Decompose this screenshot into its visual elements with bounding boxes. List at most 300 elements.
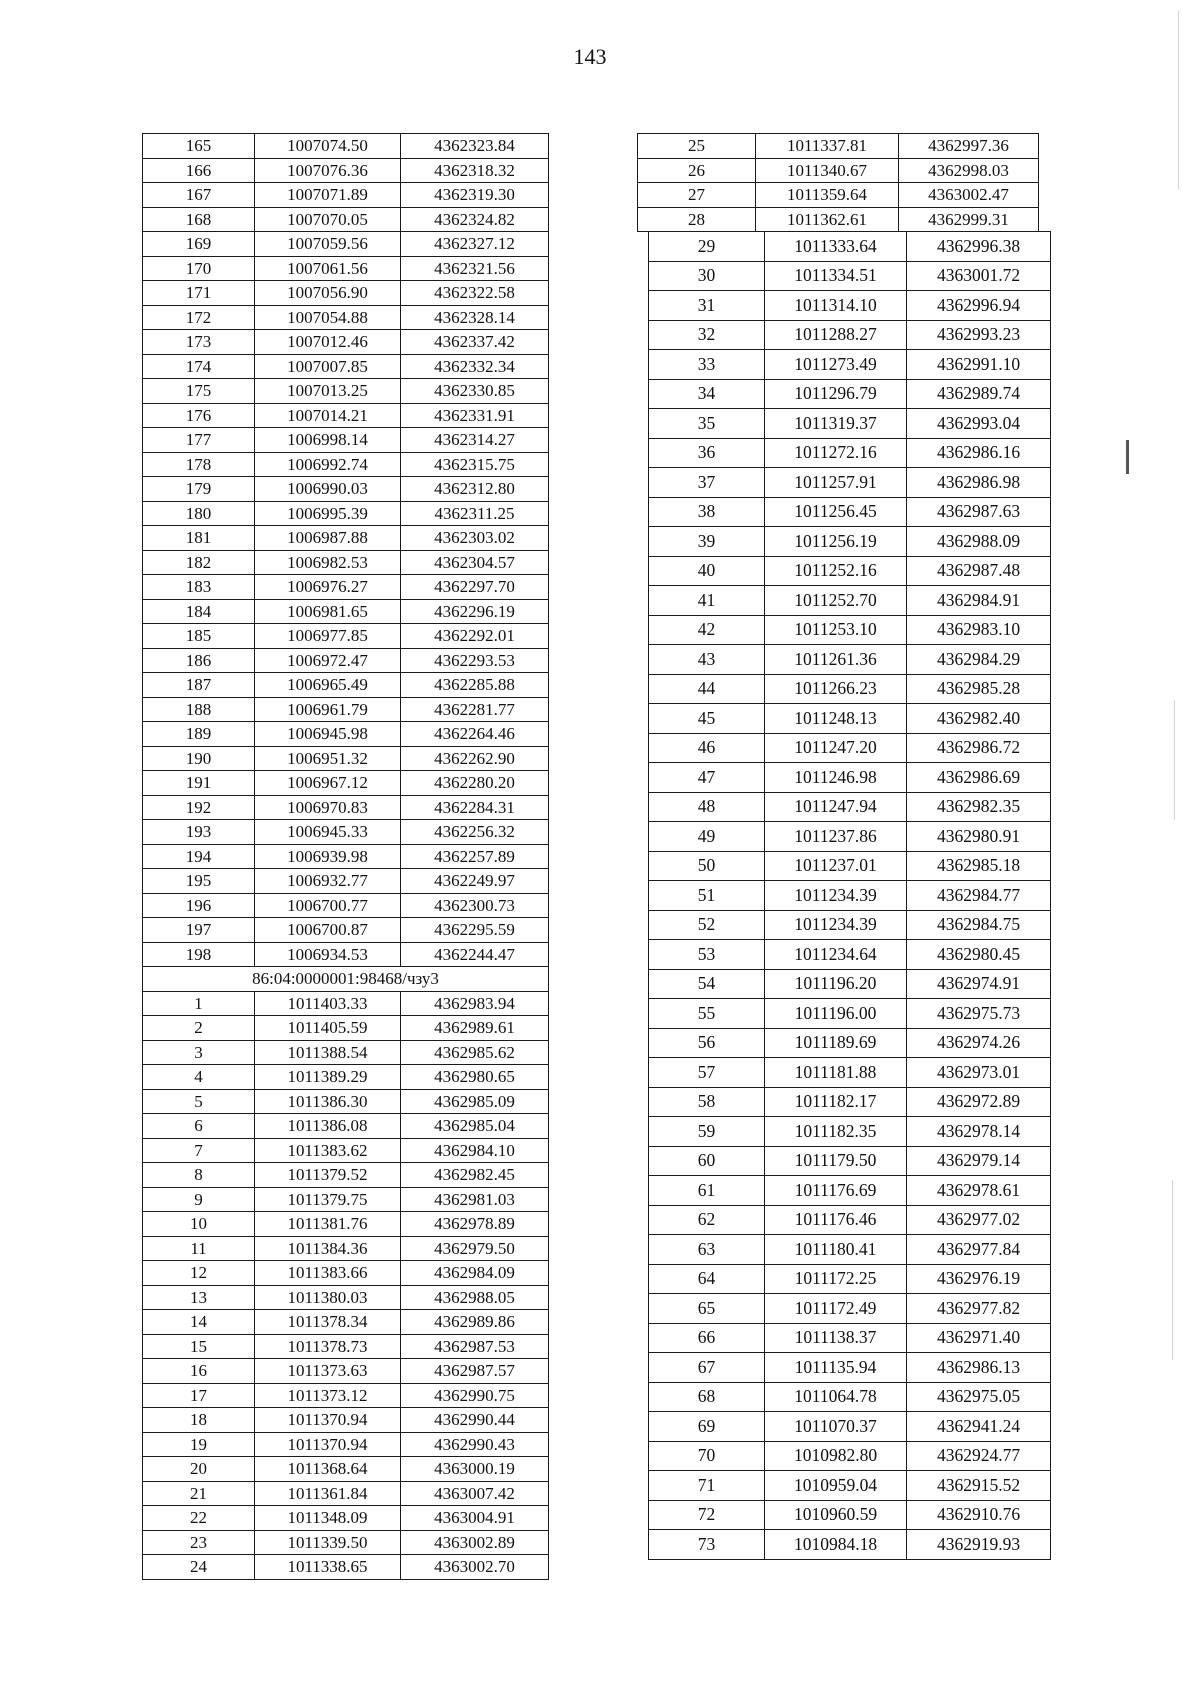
x-coordinate-cell: 1011070.37	[765, 1412, 907, 1442]
x-coordinate-cell: 1007012.46	[255, 330, 401, 355]
table-row	[649, 1235, 1051, 1265]
point-number-cell: 2	[143, 1016, 255, 1041]
table-row	[649, 940, 1051, 970]
y-coordinate-cell: 4362974.91	[907, 969, 1051, 999]
x-coordinate-cell: 1011296.79	[765, 379, 907, 409]
point-number-cell: 4	[143, 1065, 255, 1090]
y-coordinate-cell: 4362984.10	[401, 1138, 549, 1163]
point-number-cell: 195	[143, 869, 255, 894]
point-number-cell: 167	[143, 183, 255, 208]
point-number-cell: 26	[638, 158, 756, 183]
x-coordinate-cell: 1006951.32	[255, 746, 401, 771]
x-coordinate-cell: 1006977.85	[255, 624, 401, 649]
y-coordinate-cell: 4362978.89	[401, 1212, 549, 1237]
y-coordinate-cell: 4362988.05	[401, 1285, 549, 1310]
y-coordinate-cell: 4363000.19	[401, 1457, 549, 1482]
y-coordinate-cell: 4362989.74	[907, 379, 1051, 409]
point-number-cell: 63	[649, 1235, 765, 1265]
table-row	[143, 697, 549, 722]
table-row	[143, 403, 549, 428]
y-coordinate-cell: 4362980.45	[907, 940, 1051, 970]
point-number-cell: 64	[649, 1264, 765, 1294]
cadastral-number-header: 86:04:0000001:98468/чзу3	[143, 967, 549, 992]
point-number-cell: 165	[143, 134, 255, 159]
table-row	[143, 1040, 549, 1065]
point-number-cell: 174	[143, 354, 255, 379]
point-number-cell: 15	[143, 1334, 255, 1359]
x-coordinate-cell: 1006945.33	[255, 820, 401, 845]
x-coordinate-cell: 1006982.53	[255, 550, 401, 575]
table-row	[143, 1481, 549, 1506]
point-number-cell: 46	[649, 733, 765, 763]
y-coordinate-cell: 4362297.70	[401, 575, 549, 600]
table-row	[649, 969, 1051, 999]
x-coordinate-cell: 1011370.94	[255, 1432, 401, 1457]
table-row	[649, 468, 1051, 498]
y-coordinate-cell: 4362323.84	[401, 134, 549, 159]
point-number-cell: 22	[143, 1506, 255, 1531]
y-coordinate-cell: 4362972.89	[907, 1087, 1051, 1117]
x-coordinate-cell: 1011266.23	[765, 674, 907, 704]
table-row	[649, 1058, 1051, 1088]
point-number-cell: 29	[649, 232, 765, 262]
x-coordinate-cell: 1011386.08	[255, 1114, 401, 1139]
table-row	[143, 1555, 549, 1580]
point-number-cell: 27	[638, 183, 756, 208]
y-coordinate-cell: 4362977.02	[907, 1205, 1051, 1235]
point-number-cell: 198	[143, 942, 255, 967]
x-coordinate-cell: 1011256.45	[765, 497, 907, 527]
x-coordinate-cell: 1011252.16	[765, 556, 907, 586]
x-coordinate-cell: 1007070.05	[255, 207, 401, 232]
point-number-cell: 57	[649, 1058, 765, 1088]
x-coordinate-cell: 1011234.39	[765, 881, 907, 911]
table-row	[649, 497, 1051, 527]
point-number-cell: 21	[143, 1481, 255, 1506]
table-row	[143, 893, 549, 918]
y-coordinate-cell: 4362985.28	[907, 674, 1051, 704]
point-number-cell: 51	[649, 881, 765, 911]
y-coordinate-cell: 4362987.48	[907, 556, 1051, 586]
y-coordinate-cell: 4362295.59	[401, 918, 549, 943]
y-coordinate-cell: 4362337.42	[401, 330, 549, 355]
y-coordinate-cell: 4362941.24	[907, 1412, 1051, 1442]
table-row	[143, 918, 549, 943]
table-row	[649, 1176, 1051, 1206]
y-coordinate-cell: 4362993.23	[907, 320, 1051, 350]
table-row	[649, 556, 1051, 586]
x-coordinate-cell: 1011256.19	[765, 527, 907, 557]
y-coordinate-cell: 4362993.04	[907, 409, 1051, 439]
x-coordinate-cell: 1011378.73	[255, 1334, 401, 1359]
x-coordinate-cell: 1011172.25	[765, 1264, 907, 1294]
point-number-cell: 42	[649, 615, 765, 645]
y-coordinate-cell: 4362985.04	[401, 1114, 549, 1139]
y-coordinate-cell: 4362257.89	[401, 844, 549, 869]
y-coordinate-cell: 4362315.75	[401, 452, 549, 477]
point-number-cell: 183	[143, 575, 255, 600]
y-coordinate-cell: 4362986.13	[907, 1353, 1051, 1383]
table-row	[649, 1500, 1051, 1530]
x-coordinate-cell: 1006981.65	[255, 599, 401, 624]
point-number-cell: 6	[143, 1114, 255, 1139]
table-row	[143, 305, 549, 330]
table-row	[143, 575, 549, 600]
x-coordinate-cell: 1011135.94	[765, 1353, 907, 1383]
x-coordinate-cell: 1011172.49	[765, 1294, 907, 1324]
point-number-cell: 61	[649, 1176, 765, 1206]
x-coordinate-cell: 1011189.69	[765, 1028, 907, 1058]
scan-mark	[1178, 10, 1179, 190]
point-number-cell: 176	[143, 403, 255, 428]
table-row	[143, 256, 549, 281]
point-number-cell: 70	[649, 1441, 765, 1471]
coordinates-table-right-bottom	[648, 231, 1051, 1560]
y-coordinate-cell: 4363002.70	[401, 1555, 549, 1580]
x-coordinate-cell: 1011379.52	[255, 1163, 401, 1188]
point-number-cell: 188	[143, 697, 255, 722]
x-coordinate-cell: 1011388.54	[255, 1040, 401, 1065]
point-number-cell: 69	[649, 1412, 765, 1442]
table-row	[649, 881, 1051, 911]
table-row	[649, 1382, 1051, 1412]
point-number-cell: 60	[649, 1146, 765, 1176]
table-row	[143, 722, 549, 747]
y-coordinate-cell: 4362998.03	[899, 158, 1039, 183]
table-row	[143, 354, 549, 379]
x-coordinate-cell: 1011373.63	[255, 1359, 401, 1384]
table-row	[143, 281, 549, 306]
point-number-cell: 178	[143, 452, 255, 477]
table-row	[649, 409, 1051, 439]
x-coordinate-cell: 1011383.62	[255, 1138, 401, 1163]
y-coordinate-cell: 4362999.31	[899, 207, 1039, 232]
point-number-cell: 185	[143, 624, 255, 649]
table-row	[649, 615, 1051, 645]
y-coordinate-cell: 4362321.56	[401, 256, 549, 281]
x-coordinate-cell: 1006992.74	[255, 452, 401, 477]
y-coordinate-cell: 4362996.38	[907, 232, 1051, 262]
x-coordinate-cell: 1006976.27	[255, 575, 401, 600]
table-row	[143, 1016, 549, 1041]
point-number-cell: 175	[143, 379, 255, 404]
table-row	[143, 991, 549, 1016]
table-row	[143, 1212, 549, 1237]
x-coordinate-cell: 1006939.98	[255, 844, 401, 869]
point-number-cell: 25	[638, 134, 756, 159]
y-coordinate-cell: 4362987.53	[401, 1334, 549, 1359]
point-number-cell: 170	[143, 256, 255, 281]
point-number-cell: 24	[143, 1555, 255, 1580]
point-number-cell: 181	[143, 526, 255, 551]
table-row	[143, 1163, 549, 1188]
point-number-cell: 45	[649, 704, 765, 734]
y-coordinate-cell: 4362314.27	[401, 428, 549, 453]
y-coordinate-cell: 4362985.62	[401, 1040, 549, 1065]
point-number-cell: 7	[143, 1138, 255, 1163]
x-coordinate-cell: 1007014.21	[255, 403, 401, 428]
table-row	[649, 645, 1051, 675]
y-coordinate-cell: 4362984.29	[907, 645, 1051, 675]
point-number-cell: 71	[649, 1471, 765, 1501]
point-number-cell: 187	[143, 673, 255, 698]
y-coordinate-cell: 4362974.26	[907, 1028, 1051, 1058]
point-number-cell: 172	[143, 305, 255, 330]
point-number-cell: 38	[649, 497, 765, 527]
point-number-cell: 168	[143, 207, 255, 232]
x-coordinate-cell: 1011182.35	[765, 1117, 907, 1147]
table-row	[143, 1457, 549, 1482]
point-number-cell: 50	[649, 851, 765, 881]
x-coordinate-cell: 1011380.03	[255, 1285, 401, 1310]
point-number-cell: 186	[143, 648, 255, 673]
point-number-cell: 184	[143, 599, 255, 624]
y-coordinate-cell: 4362328.14	[401, 305, 549, 330]
y-coordinate-cell: 4362996.94	[907, 291, 1051, 321]
point-number-cell: 59	[649, 1117, 765, 1147]
y-coordinate-cell: 4362280.20	[401, 771, 549, 796]
table-row	[143, 501, 549, 526]
point-number-cell: 1	[143, 991, 255, 1016]
x-coordinate-cell: 1007059.56	[255, 232, 401, 257]
x-coordinate-cell: 1011234.64	[765, 940, 907, 970]
x-coordinate-cell: 1007071.89	[255, 183, 401, 208]
y-coordinate-cell: 4362975.05	[907, 1382, 1051, 1412]
y-coordinate-cell: 4362979.14	[907, 1146, 1051, 1176]
table-row	[649, 1028, 1051, 1058]
point-number-cell: 177	[143, 428, 255, 453]
table-row	[143, 1432, 549, 1457]
x-coordinate-cell: 1011196.20	[765, 969, 907, 999]
point-number-cell: 31	[649, 291, 765, 321]
point-number-cell: 18	[143, 1408, 255, 1433]
x-coordinate-cell: 1011064.78	[765, 1382, 907, 1412]
table-row	[143, 207, 549, 232]
point-number-cell: 5	[143, 1089, 255, 1114]
point-number-cell: 56	[649, 1028, 765, 1058]
table-row	[143, 1285, 549, 1310]
table-row	[638, 207, 1039, 232]
point-number-cell: 67	[649, 1353, 765, 1383]
scan-mark	[1126, 440, 1129, 474]
y-coordinate-cell: 4362285.88	[401, 673, 549, 698]
table-row	[143, 183, 549, 208]
y-coordinate-cell: 4362985.18	[907, 851, 1051, 881]
point-number-cell: 166	[143, 158, 255, 183]
table-row	[649, 1323, 1051, 1353]
point-number-cell: 33	[649, 350, 765, 380]
point-number-cell: 196	[143, 893, 255, 918]
point-number-cell: 28	[638, 207, 756, 232]
section-row	[143, 967, 549, 992]
x-coordinate-cell: 1011378.34	[255, 1310, 401, 1335]
x-coordinate-cell: 1011361.84	[255, 1481, 401, 1506]
point-number-cell: 8	[143, 1163, 255, 1188]
table-row	[649, 822, 1051, 852]
y-coordinate-cell: 4362979.50	[401, 1236, 549, 1261]
point-number-cell: 182	[143, 550, 255, 575]
table-row	[143, 673, 549, 698]
table-row	[649, 1412, 1051, 1442]
x-coordinate-cell: 1007076.36	[255, 158, 401, 183]
x-coordinate-cell: 1007074.50	[255, 134, 401, 159]
y-coordinate-cell: 4362986.16	[907, 438, 1051, 468]
y-coordinate-cell: 4362988.09	[907, 527, 1051, 557]
table-row	[143, 477, 549, 502]
y-coordinate-cell: 4362984.75	[907, 910, 1051, 940]
y-coordinate-cell: 4362319.30	[401, 183, 549, 208]
x-coordinate-cell: 1011237.01	[765, 851, 907, 881]
table-row	[143, 134, 549, 159]
table-row	[143, 1236, 549, 1261]
x-coordinate-cell: 1011247.20	[765, 733, 907, 763]
x-coordinate-cell: 1011253.10	[765, 615, 907, 645]
y-coordinate-cell: 4362327.12	[401, 232, 549, 257]
point-number-cell: 41	[649, 586, 765, 616]
table-row	[649, 763, 1051, 793]
y-coordinate-cell: 4362989.86	[401, 1310, 549, 1335]
x-coordinate-cell: 1011339.50	[255, 1530, 401, 1555]
x-coordinate-cell: 1006995.39	[255, 501, 401, 526]
point-number-cell: 180	[143, 501, 255, 526]
x-coordinate-cell: 1011248.13	[765, 704, 907, 734]
x-coordinate-cell: 1011338.65	[255, 1555, 401, 1580]
scan-mark	[1174, 700, 1175, 820]
y-coordinate-cell: 4362990.75	[401, 1383, 549, 1408]
y-coordinate-cell: 4362978.61	[907, 1176, 1051, 1206]
x-coordinate-cell: 1011237.86	[765, 822, 907, 852]
table-row	[649, 527, 1051, 557]
table-row	[143, 795, 549, 820]
x-coordinate-cell: 1011257.91	[765, 468, 907, 498]
y-coordinate-cell: 4362924.77	[907, 1441, 1051, 1471]
table-row	[649, 261, 1051, 291]
x-coordinate-cell: 1011403.33	[255, 991, 401, 1016]
point-number-cell: 49	[649, 822, 765, 852]
table-row	[649, 1471, 1051, 1501]
table-row	[649, 910, 1051, 940]
x-coordinate-cell: 1007007.85	[255, 354, 401, 379]
table-row	[143, 550, 549, 575]
y-coordinate-cell: 4362311.25	[401, 501, 549, 526]
point-number-cell: 37	[649, 468, 765, 498]
point-number-cell: 48	[649, 792, 765, 822]
x-coordinate-cell: 1006990.03	[255, 477, 401, 502]
table-row	[649, 320, 1051, 350]
y-coordinate-cell: 4362981.03	[401, 1187, 549, 1212]
table-row	[649, 1441, 1051, 1471]
y-coordinate-cell: 4362322.58	[401, 281, 549, 306]
y-coordinate-cell: 4362997.36	[899, 134, 1039, 159]
point-number-cell: 17	[143, 1383, 255, 1408]
x-coordinate-cell: 1011196.00	[765, 999, 907, 1029]
x-coordinate-cell: 1011288.27	[765, 320, 907, 350]
x-coordinate-cell: 1011386.30	[255, 1089, 401, 1114]
table-row	[649, 1205, 1051, 1235]
table-row	[143, 379, 549, 404]
point-number-cell: 52	[649, 910, 765, 940]
y-coordinate-cell: 4362990.43	[401, 1432, 549, 1457]
y-coordinate-cell: 4362296.19	[401, 599, 549, 624]
y-coordinate-cell: 4362982.40	[907, 704, 1051, 734]
y-coordinate-cell: 4362303.02	[401, 526, 549, 551]
y-coordinate-cell: 4363002.89	[401, 1530, 549, 1555]
table-row	[143, 1383, 549, 1408]
y-coordinate-cell: 4362975.73	[907, 999, 1051, 1029]
point-number-cell: 19	[143, 1432, 255, 1457]
y-coordinate-cell: 4362983.10	[907, 615, 1051, 645]
table-row	[143, 648, 549, 673]
point-number-cell: 10	[143, 1212, 255, 1237]
x-coordinate-cell: 1006972.47	[255, 648, 401, 673]
table-row	[649, 674, 1051, 704]
x-coordinate-cell: 1011340.67	[756, 158, 899, 183]
table-row	[649, 792, 1051, 822]
x-coordinate-cell: 1011362.61	[756, 207, 899, 232]
table-row	[143, 869, 549, 894]
x-coordinate-cell: 1006932.77	[255, 869, 401, 894]
y-coordinate-cell: 4362304.57	[401, 550, 549, 575]
table-row	[649, 1087, 1051, 1117]
y-coordinate-cell: 4362977.82	[907, 1294, 1051, 1324]
x-coordinate-cell: 1006700.87	[255, 918, 401, 943]
table-row	[649, 733, 1051, 763]
x-coordinate-cell: 1011273.49	[765, 350, 907, 380]
y-coordinate-cell: 4362982.35	[907, 792, 1051, 822]
table-row	[649, 1530, 1051, 1560]
table-row	[143, 1359, 549, 1384]
y-coordinate-cell: 4362984.09	[401, 1261, 549, 1286]
y-coordinate-cell: 4362256.32	[401, 820, 549, 845]
point-number-cell: 197	[143, 918, 255, 943]
x-coordinate-cell: 1011359.64	[756, 183, 899, 208]
point-number-cell: 171	[143, 281, 255, 306]
table-row	[649, 586, 1051, 616]
x-coordinate-cell: 1011368.64	[255, 1457, 401, 1482]
y-coordinate-cell: 4362281.77	[401, 697, 549, 722]
point-number-cell: 190	[143, 746, 255, 771]
table-row	[649, 1264, 1051, 1294]
x-coordinate-cell: 1007013.25	[255, 379, 401, 404]
table-row	[143, 624, 549, 649]
point-number-cell: 68	[649, 1382, 765, 1412]
y-coordinate-cell: 4362910.76	[907, 1500, 1051, 1530]
table-row	[143, 452, 549, 477]
table-row	[143, 820, 549, 845]
table-row	[649, 1353, 1051, 1383]
y-coordinate-cell: 4362324.82	[401, 207, 549, 232]
x-coordinate-cell: 1010960.59	[765, 1500, 907, 1530]
table-row	[143, 330, 549, 355]
table-row	[638, 158, 1039, 183]
y-coordinate-cell: 4362986.69	[907, 763, 1051, 793]
point-number-cell: 20	[143, 1457, 255, 1482]
point-number-cell: 54	[649, 969, 765, 999]
x-coordinate-cell: 1006961.79	[255, 697, 401, 722]
y-coordinate-cell: 4362919.93	[907, 1530, 1051, 1560]
y-coordinate-cell: 4362983.94	[401, 991, 549, 1016]
y-coordinate-cell: 4362987.57	[401, 1359, 549, 1384]
point-number-cell: 189	[143, 722, 255, 747]
x-coordinate-cell: 1011384.36	[255, 1236, 401, 1261]
point-number-cell: 39	[649, 527, 765, 557]
x-coordinate-cell: 1011247.94	[765, 792, 907, 822]
y-coordinate-cell: 4363004.91	[401, 1506, 549, 1531]
x-coordinate-cell: 1007054.88	[255, 305, 401, 330]
table-row	[143, 1114, 549, 1139]
table-row	[143, 1506, 549, 1531]
y-coordinate-cell: 4362915.52	[907, 1471, 1051, 1501]
